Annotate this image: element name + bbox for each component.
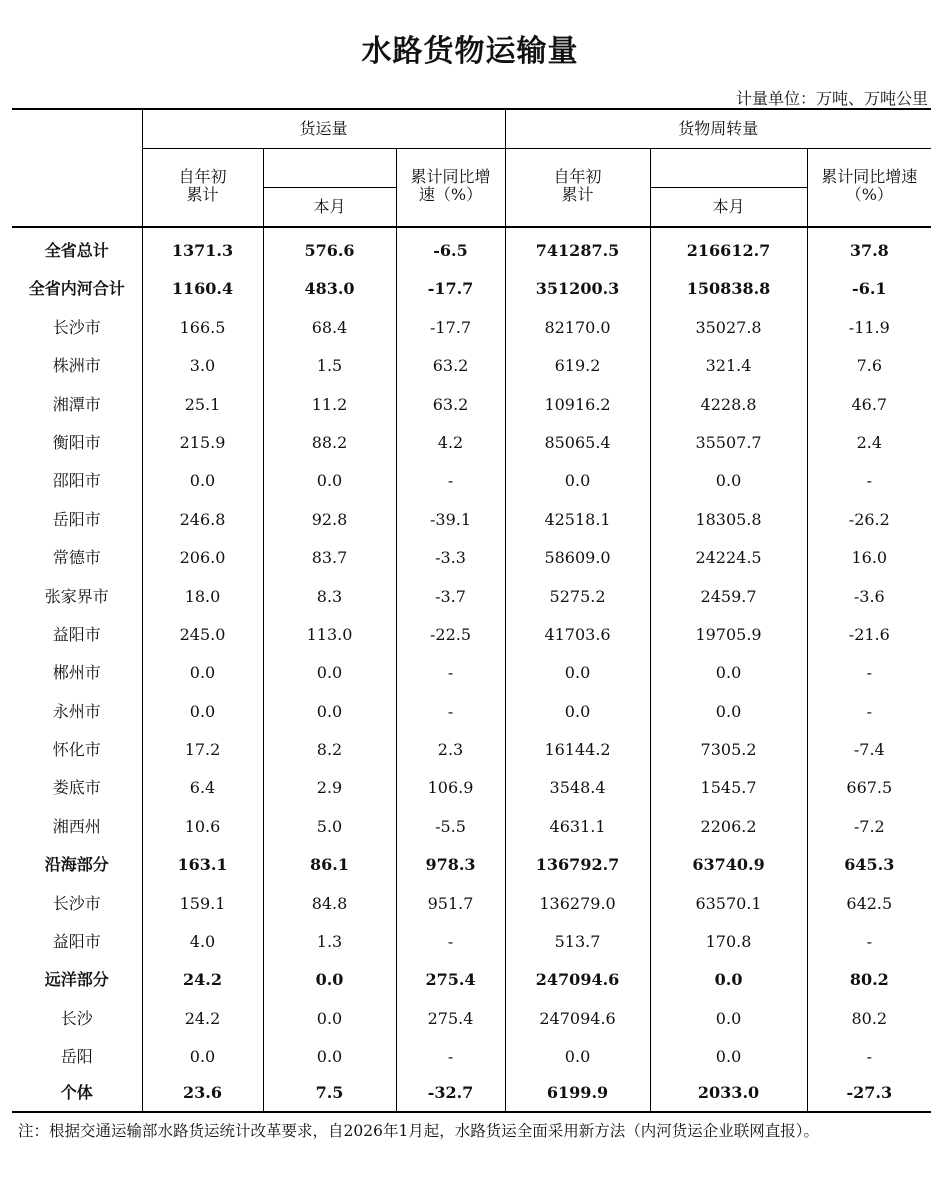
t-ytd-cell: 619.2 bbox=[505, 347, 650, 385]
t-ytd-cell: 42518.1 bbox=[505, 501, 650, 539]
fv-growth-cell: -6.5 bbox=[396, 227, 505, 270]
fv-growth-cell: - bbox=[396, 654, 505, 692]
header-fv-growth-line1: 累计同比增 bbox=[410, 167, 491, 186]
t-ytd-cell: 0.0 bbox=[505, 693, 650, 731]
row-name: 郴州市 bbox=[52, 663, 101, 683]
t-ytd-cell: 247094.6 bbox=[505, 1000, 650, 1038]
fv-ytd-cell: 6.4 bbox=[142, 769, 263, 807]
t-month-cell: 150838.8 bbox=[650, 270, 807, 308]
header-t-ytd-line1: 自年初 bbox=[553, 167, 602, 186]
header-t-growth bbox=[807, 149, 931, 228]
header-fv-ytd bbox=[142, 149, 263, 228]
fv-month-cell: 92.8 bbox=[263, 501, 396, 539]
fv-growth-cell: - bbox=[396, 1038, 505, 1076]
t-growth-cell: 645.3 bbox=[807, 846, 931, 884]
table-row bbox=[12, 923, 931, 961]
fv-month-cell: 5.0 bbox=[263, 808, 396, 846]
fv-growth-cell: 951.7 bbox=[396, 885, 505, 923]
fv-ytd-cell: 3.0 bbox=[142, 347, 263, 385]
t-month-cell: 0.0 bbox=[650, 1038, 807, 1076]
table-row bbox=[12, 539, 931, 577]
fv-growth-cell: -3.7 bbox=[396, 578, 505, 616]
table-row bbox=[12, 846, 931, 884]
t-month-cell: 1545.7 bbox=[650, 769, 807, 807]
fv-ytd-cell: 206.0 bbox=[142, 539, 263, 577]
t-ytd-cell: 136279.0 bbox=[505, 885, 650, 923]
t-ytd-cell: 41703.6 bbox=[505, 616, 650, 654]
t-ytd-cell: 136792.7 bbox=[505, 846, 650, 884]
fv-ytd-cell: 10.6 bbox=[142, 808, 263, 846]
t-month-cell: 19705.9 bbox=[650, 616, 807, 654]
t-ytd-cell: 5275.2 bbox=[505, 578, 650, 616]
t-month-cell: 18305.8 bbox=[650, 501, 807, 539]
fv-month-cell: 576.6 bbox=[263, 227, 396, 270]
fv-growth-cell: 4.2 bbox=[396, 424, 505, 462]
fv-growth-cell: - bbox=[396, 693, 505, 731]
t-month-cell: 216612.7 bbox=[650, 227, 807, 270]
fv-ytd-cell: 1160.4 bbox=[142, 270, 263, 308]
header-t-ytd bbox=[505, 149, 650, 228]
header-fv-growth bbox=[396, 149, 505, 228]
header-t-month: 本月 bbox=[650, 188, 807, 228]
fv-month-cell: 8.2 bbox=[263, 731, 396, 769]
t-month-cell: 7305.2 bbox=[650, 731, 807, 769]
fv-ytd-cell: 0.0 bbox=[142, 462, 263, 500]
t-month-cell: 2033.0 bbox=[650, 1077, 807, 1112]
t-growth-cell: -6.1 bbox=[807, 270, 931, 308]
row-name: 岳阳市 bbox=[52, 509, 101, 529]
fv-month-cell: 7.5 bbox=[263, 1077, 396, 1112]
header-t-ytd-line2: 累计 bbox=[561, 185, 594, 205]
row-name: 远洋部分 bbox=[44, 970, 109, 990]
t-growth-cell: 46.7 bbox=[807, 386, 931, 424]
row-name: 株洲市 bbox=[52, 356, 101, 376]
t-growth-cell: 80.2 bbox=[807, 1000, 931, 1038]
header-corner bbox=[12, 109, 142, 227]
fv-month-cell: 483.0 bbox=[263, 270, 396, 308]
t-growth-cell: - bbox=[807, 654, 931, 692]
table-row bbox=[12, 1077, 931, 1112]
t-month-cell: 35507.7 bbox=[650, 424, 807, 462]
fv-ytd-cell: 166.5 bbox=[142, 309, 263, 347]
fv-ytd-cell: 159.1 bbox=[142, 885, 263, 923]
t-month-cell: 0.0 bbox=[650, 462, 807, 500]
fv-growth-cell: - bbox=[396, 462, 505, 500]
table-row bbox=[12, 347, 931, 385]
fv-ytd-cell: 246.8 bbox=[142, 501, 263, 539]
fv-growth-cell: -17.7 bbox=[396, 270, 505, 308]
row-name: 张家界市 bbox=[44, 586, 109, 606]
fv-month-cell: 86.1 bbox=[263, 846, 396, 884]
header-fv-growth-line2: 速（%） bbox=[418, 185, 483, 205]
fv-month-cell: 83.7 bbox=[263, 539, 396, 577]
t-ytd-cell: 0.0 bbox=[505, 462, 650, 500]
t-growth-cell: - bbox=[807, 462, 931, 500]
table-row bbox=[12, 578, 931, 616]
row-name: 个体 bbox=[12, 1077, 142, 1112]
table-row bbox=[12, 227, 931, 270]
t-ytd-cell: 0.0 bbox=[505, 1038, 650, 1076]
t-month-cell: 2459.7 bbox=[650, 578, 807, 616]
t-growth-cell: -7.4 bbox=[807, 731, 931, 769]
row-name: 衡阳市 bbox=[52, 432, 101, 452]
fv-growth-cell: -5.5 bbox=[396, 808, 505, 846]
header-t-growth-line2: （%） bbox=[845, 185, 893, 205]
fv-ytd-cell: 1371.3 bbox=[142, 227, 263, 270]
table-row bbox=[12, 501, 931, 539]
fv-month-cell: 88.2 bbox=[263, 424, 396, 462]
t-growth-cell: -26.2 bbox=[807, 501, 931, 539]
fv-month-cell: 2.9 bbox=[263, 769, 396, 807]
t-growth-cell: -11.9 bbox=[807, 309, 931, 347]
table-row bbox=[12, 462, 931, 500]
fv-ytd-cell: 4.0 bbox=[142, 923, 263, 961]
t-ytd-cell: 3548.4 bbox=[505, 769, 650, 807]
t-ytd-cell: 10916.2 bbox=[505, 386, 650, 424]
t-growth-cell: - bbox=[807, 1038, 931, 1076]
fv-growth-cell: 978.3 bbox=[396, 846, 505, 884]
table-row bbox=[12, 616, 931, 654]
header-fv-month-spacer bbox=[263, 149, 396, 188]
t-growth-cell: 667.5 bbox=[807, 769, 931, 807]
t-ytd-cell: 58609.0 bbox=[505, 539, 650, 577]
fv-ytd-cell: 23.6 bbox=[142, 1077, 263, 1112]
table-row bbox=[12, 693, 931, 731]
t-month-cell: 35027.8 bbox=[650, 309, 807, 347]
fv-growth-cell: 63.2 bbox=[396, 386, 505, 424]
t-ytd-cell: 247094.6 bbox=[505, 961, 650, 999]
header-fv-month: 本月 bbox=[263, 188, 396, 228]
table-row bbox=[12, 1038, 931, 1076]
header-freight-volume: 货运量 bbox=[142, 109, 505, 149]
fv-ytd-cell: 18.0 bbox=[142, 578, 263, 616]
fv-month-cell: 8.3 bbox=[263, 578, 396, 616]
fv-month-cell: 1.5 bbox=[263, 347, 396, 385]
table-row bbox=[12, 961, 931, 999]
fv-growth-cell: 2.3 bbox=[396, 731, 505, 769]
fv-growth-cell: 275.4 bbox=[396, 1000, 505, 1038]
t-month-cell: 0.0 bbox=[650, 693, 807, 731]
t-ytd-cell: 6199.9 bbox=[505, 1077, 650, 1112]
t-month-cell: 4228.8 bbox=[650, 386, 807, 424]
t-ytd-cell: 741287.5 bbox=[505, 227, 650, 270]
row-name: 全省总计 bbox=[12, 227, 142, 270]
fv-month-cell: 0.0 bbox=[263, 1000, 396, 1038]
t-growth-cell: -3.6 bbox=[807, 578, 931, 616]
row-name: 长沙市 bbox=[52, 893, 101, 913]
fv-month-cell: 0.0 bbox=[263, 693, 396, 731]
footnote: 注：根据交通运输部水路货运统计改革要求，自2026年1月起，水路货运全面采用新方法（内河货运企业联网直报）。 bbox=[18, 1122, 820, 1140]
fv-growth-cell: -3.3 bbox=[396, 539, 505, 577]
fv-ytd-cell: 17.2 bbox=[142, 731, 263, 769]
t-growth-cell: - bbox=[807, 693, 931, 731]
table-row bbox=[12, 1000, 931, 1038]
t-growth-cell: -7.2 bbox=[807, 808, 931, 846]
fv-growth-cell: - bbox=[396, 923, 505, 961]
fv-growth-cell: -32.7 bbox=[396, 1077, 505, 1112]
t-month-cell: 63570.1 bbox=[650, 885, 807, 923]
fv-ytd-cell: 0.0 bbox=[142, 693, 263, 731]
fv-ytd-cell: 0.0 bbox=[142, 1038, 263, 1076]
fv-month-cell: 0.0 bbox=[263, 1038, 396, 1076]
fv-ytd-cell: 163.1 bbox=[142, 846, 263, 884]
table-row bbox=[12, 386, 931, 424]
t-month-cell: 2206.2 bbox=[650, 808, 807, 846]
fv-month-cell: 11.2 bbox=[263, 386, 396, 424]
header-fv-ytd-line2: 累计 bbox=[186, 185, 219, 205]
fv-month-cell: 113.0 bbox=[263, 616, 396, 654]
row-name: 娄底市 bbox=[52, 778, 101, 798]
t-growth-cell: 80.2 bbox=[807, 961, 931, 999]
header-row-1 bbox=[12, 109, 931, 149]
t-month-cell: 321.4 bbox=[650, 347, 807, 385]
table-row bbox=[12, 309, 931, 347]
row-name: 长沙市 bbox=[52, 317, 101, 337]
row-name: 长沙 bbox=[60, 1008, 93, 1028]
row-name: 益阳市 bbox=[52, 624, 101, 644]
t-ytd-cell: 0.0 bbox=[505, 654, 650, 692]
header-turnover: 货物周转量 bbox=[505, 109, 931, 149]
t-growth-cell: 2.4 bbox=[807, 424, 931, 462]
t-ytd-cell: 82170.0 bbox=[505, 309, 650, 347]
fv-growth-cell: 63.2 bbox=[396, 347, 505, 385]
unit-note: 计量单位：万吨、万吨公里 bbox=[735, 89, 928, 108]
t-growth-cell: 16.0 bbox=[807, 539, 931, 577]
row-name: 永州市 bbox=[52, 701, 101, 721]
fv-month-cell: 68.4 bbox=[263, 309, 396, 347]
fv-month-cell: 84.8 bbox=[263, 885, 396, 923]
table-row bbox=[12, 731, 931, 769]
fv-ytd-cell: 24.2 bbox=[142, 1000, 263, 1038]
fv-ytd-cell: 215.9 bbox=[142, 424, 263, 462]
t-month-cell: 0.0 bbox=[650, 961, 807, 999]
t-growth-cell: 7.6 bbox=[807, 347, 931, 385]
table-row bbox=[12, 424, 931, 462]
fv-growth-cell: 275.4 bbox=[396, 961, 505, 999]
t-month-cell: 63740.9 bbox=[650, 846, 807, 884]
fv-ytd-cell: 245.0 bbox=[142, 616, 263, 654]
t-growth-cell: -27.3 bbox=[807, 1077, 931, 1112]
t-month-cell: 170.8 bbox=[650, 923, 807, 961]
t-ytd-cell: 4631.1 bbox=[505, 808, 650, 846]
t-ytd-cell: 351200.3 bbox=[505, 270, 650, 308]
fv-growth-cell: -17.7 bbox=[396, 309, 505, 347]
t-ytd-cell: 85065.4 bbox=[505, 424, 650, 462]
row-name: 邵阳市 bbox=[52, 471, 101, 491]
freight-table bbox=[12, 108, 931, 1113]
table-row bbox=[12, 769, 931, 807]
t-growth-cell: - bbox=[807, 923, 931, 961]
fv-ytd-cell: 25.1 bbox=[142, 386, 263, 424]
header-t-month-spacer bbox=[650, 149, 807, 188]
row-name: 益阳市 bbox=[52, 932, 101, 952]
fv-month-cell: 1.3 bbox=[263, 923, 396, 961]
table-row bbox=[12, 885, 931, 923]
header-row-2 bbox=[12, 149, 931, 188]
fv-ytd-cell: 24.2 bbox=[142, 961, 263, 999]
fv-month-cell: 0.0 bbox=[263, 961, 396, 999]
fv-month-cell: 0.0 bbox=[263, 462, 396, 500]
row-name: 湘潭市 bbox=[52, 394, 101, 414]
row-name: 湘西州 bbox=[52, 816, 101, 836]
row-name: 怀化市 bbox=[52, 740, 101, 760]
t-ytd-cell: 16144.2 bbox=[505, 731, 650, 769]
fv-month-cell: 0.0 bbox=[263, 654, 396, 692]
t-month-cell: 0.0 bbox=[650, 654, 807, 692]
table-row bbox=[12, 654, 931, 692]
page-title: 水路货物运输量 bbox=[361, 34, 579, 69]
t-month-cell: 24224.5 bbox=[650, 539, 807, 577]
fv-ytd-cell: 0.0 bbox=[142, 654, 263, 692]
fv-growth-cell: -22.5 bbox=[396, 616, 505, 654]
header-t-growth-line1: 累计同比增速 bbox=[821, 167, 918, 186]
row-name: 全省内河合计 bbox=[28, 279, 125, 299]
row-name: 岳阳 bbox=[60, 1047, 93, 1067]
header-fv-ytd-line1: 自年初 bbox=[178, 167, 227, 186]
fv-growth-cell: 106.9 bbox=[396, 769, 505, 807]
t-growth-cell: 37.8 bbox=[807, 227, 931, 270]
table-row bbox=[12, 808, 931, 846]
t-growth-cell: -21.6 bbox=[807, 616, 931, 654]
table-row bbox=[12, 270, 931, 308]
t-month-cell: 0.0 bbox=[650, 1000, 807, 1038]
t-growth-cell: 642.5 bbox=[807, 885, 931, 923]
t-ytd-cell: 513.7 bbox=[505, 923, 650, 961]
table-body bbox=[12, 227, 931, 1112]
row-name: 沿海部分 bbox=[44, 855, 109, 875]
row-name: 常德市 bbox=[52, 548, 101, 568]
fv-growth-cell: -39.1 bbox=[396, 501, 505, 539]
